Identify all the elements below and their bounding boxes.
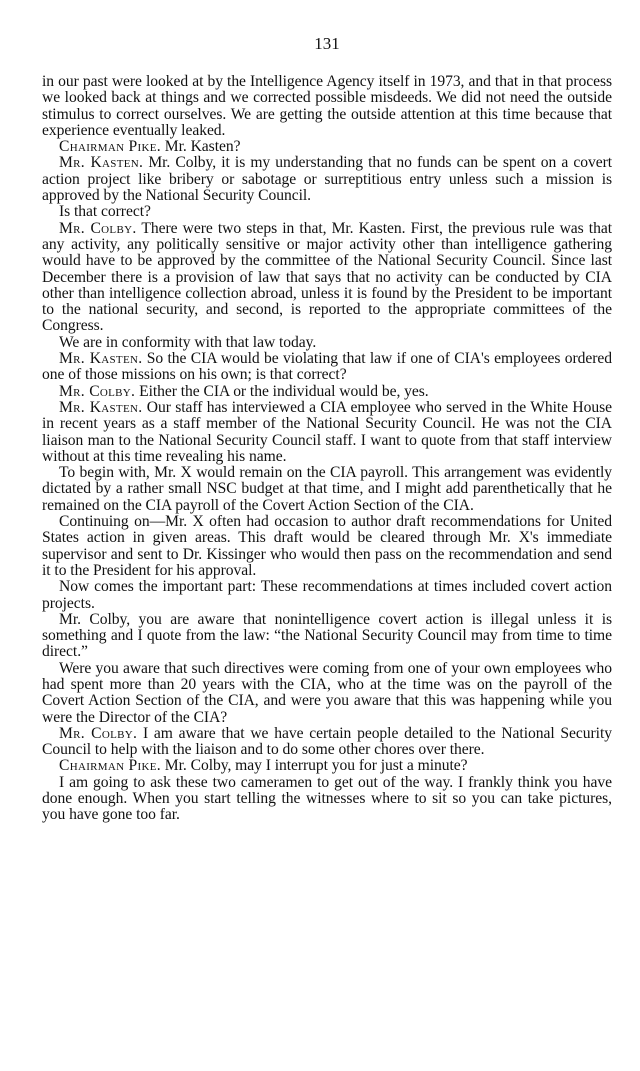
paragraph-text: There were two steps in that, Mr. Kasten. First, the previous rule was that any activity, any politically sensitive or major activity other than intelligence gathering would have to be approved by the committee of the National Security Council. Since last December there is a provision of law that says that no activity can be conducted by CIA other than intelligence collection abroad, unless it is found by the President to be important to the national security, and second, is reported to the appropriate committees of the Congress. (42, 219, 612, 335)
paragraph (42, 775, 612, 824)
paragraph-text: Mr. Colby, you are aware that nonintelligence covert action is illegal unless it is something and I quote from the law: “the National Security Council may from time to time direct.” (42, 610, 612, 661)
paragraph-text: Our staff has interviewed a CIA employee who served in the White House in recent years as a staff member of the National Security Council. He was not the CIA liaison man to the National Security Council staff. I want to quote from that staff interview without at this time revealing his name. (42, 398, 612, 465)
paragraph (42, 351, 612, 384)
speaker-name: Mr. Kasten. (59, 154, 144, 172)
paragraph (42, 335, 612, 351)
speaker-name: Mr. Colby. (59, 219, 137, 237)
paragraph-text: Mr. Colby, it is my understanding that no funds can be spent on a covert action project like bribery or sabotage or surreptitious entry unless such a mission is approved by the National Security Council. (42, 154, 612, 205)
transcript-body (42, 74, 612, 824)
paragraph-text: Continuing on—Mr. X often had occasion to author draft recommendations for United States action in given areas. This draft would be cleared through Mr. X's immediate supervisor and sent to Dr. Kissinger who would then pass on the recommendation and send it to the President for his approval. (42, 513, 612, 579)
paragraph-text: Mr. Colby, may I interrupt you for just a minute? (160, 757, 468, 775)
paragraph-text: Now comes the important part: These recommendations at times included covert action projects. (42, 578, 612, 612)
speaker-name: Mr. Kasten. (59, 398, 143, 416)
paragraph (42, 155, 612, 204)
paragraph (42, 204, 612, 220)
paragraph (42, 579, 612, 612)
speaker-name: Chairman Pike. (59, 138, 161, 156)
paragraph (42, 465, 612, 514)
speaker-name: Mr. Colby. (59, 724, 138, 742)
paragraph-text: I am going to ask these two cameramen to get out of the way. I frankly think you have done enough. When you start telling the witnesses where to sit so you can take pictures, you have gone too far. (42, 773, 612, 824)
paragraph (42, 612, 612, 661)
paragraph-text: I am aware that we have certain people detailed to the National Security Council to help with the liaison and to do some other chores over there. (42, 724, 612, 759)
paragraph-text: So the CIA would be violating that law if one of CIA's employees ordered one of those missions on his own; is that correct? (42, 350, 612, 384)
paragraph (42, 758, 612, 774)
paragraph (42, 661, 612, 726)
paragraph-text: in our past were looked at by the Intelligence Agency itself in 1973, and that in that process we looked back at things and we corrected possible misdeeds. We did not need the outside stimulus to correct ourselves. We are getting the outside attention at this time because that experience eventually leaked. (42, 73, 612, 139)
page-number: 131 (314, 34, 340, 53)
paragraph (42, 384, 612, 400)
paragraph-text: We are in conformity with that law today. (59, 333, 317, 351)
paragraph (42, 221, 612, 335)
paragraph-text: Mr. Kasten? (160, 138, 241, 156)
paragraph-text: To begin with, Mr. X would remain on the CIA payroll. This arrangement was evidently dictated by a rather small NSC budget at that time, and I might add parenthetically that he remained on the CIA payroll of the Covert Action Section of the CIA. (42, 464, 612, 514)
paragraph (42, 400, 612, 465)
paragraph-text: Is that correct? (59, 203, 151, 221)
paragraph (42, 139, 612, 155)
speaker-name: Chairman Pike. (59, 757, 161, 775)
paragraph-text: Either the CIA or the individual would be, yes. (135, 382, 429, 400)
paragraph-text: Were you aware that such directives were coming from one of your own employees who had spent more than 20 years with the CIA, who at the time was on the payroll of the Covert Action Section of the CIA, and were you aware that this was happening while you were the Director of the CIA? (42, 659, 612, 726)
paragraph (42, 726, 612, 759)
speaker-name: Mr. Colby. (59, 382, 136, 400)
paragraph (42, 74, 612, 139)
paragraph (42, 514, 612, 579)
speaker-name: Mr. Kasten. (59, 350, 143, 368)
